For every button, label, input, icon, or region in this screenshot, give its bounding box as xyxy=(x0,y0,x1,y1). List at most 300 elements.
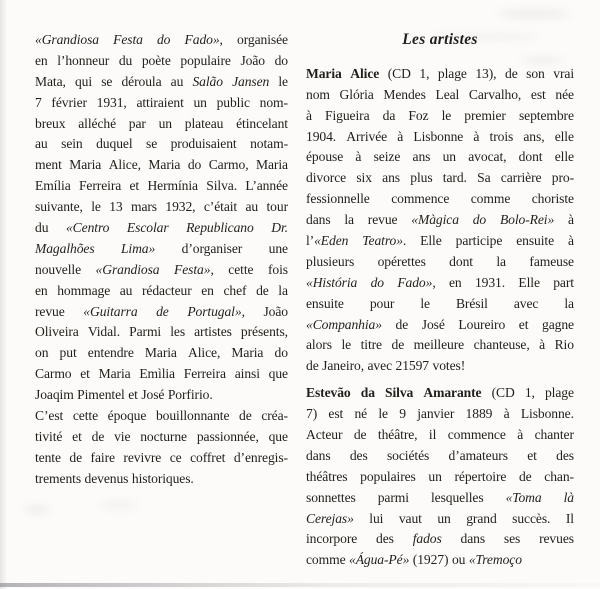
word: hommage xyxy=(57,282,111,298)
word: Estevão xyxy=(306,385,351,401)
word: se xyxy=(146,136,158,152)
word: Ferreira xyxy=(78,178,122,194)
word: Alice, xyxy=(108,157,141,173)
word: les xyxy=(170,324,186,340)
word: Elle xyxy=(518,274,540,290)
text-line xyxy=(35,322,288,343)
word: revue xyxy=(367,212,398,228)
scan-bottom-shadow xyxy=(0,583,600,587)
text-line xyxy=(306,404,574,425)
word: chan- xyxy=(544,468,574,484)
text-line xyxy=(35,281,288,302)
word: «Centro xyxy=(65,220,110,236)
word: plateau xyxy=(184,115,224,131)
word: alors xyxy=(306,337,332,353)
word: C’est xyxy=(35,408,64,424)
word: Fado», xyxy=(397,274,436,290)
word: devenus xyxy=(84,470,129,486)
word: tour xyxy=(266,199,288,215)
word: tard. xyxy=(442,170,467,186)
text-line xyxy=(306,106,574,127)
word: Glória xyxy=(339,86,374,102)
word: bouillonnante xyxy=(155,408,230,424)
word: un xyxy=(158,115,173,131)
word: de xyxy=(395,316,409,332)
word: Amarante xyxy=(423,385,482,401)
word: (CD xyxy=(491,385,515,401)
word: Arrivée xyxy=(346,128,388,144)
word: sociétés xyxy=(386,447,430,463)
word: faire xyxy=(90,449,115,465)
word: une xyxy=(268,240,288,256)
word: le xyxy=(378,406,388,422)
word: d’amateurs xyxy=(448,447,508,463)
word: ans xyxy=(382,170,400,186)
word: 1, xyxy=(524,385,535,401)
word: pro- xyxy=(551,170,574,186)
word: fessionnelle xyxy=(306,191,370,207)
word: au xyxy=(245,199,259,215)
word: Leal xyxy=(435,86,460,102)
text-line xyxy=(35,134,288,155)
word: Carvalho, xyxy=(468,86,522,102)
word: et xyxy=(527,447,537,463)
word: commence xyxy=(391,191,450,207)
word: Jansen xyxy=(232,73,270,89)
word: Ferreira xyxy=(183,366,226,382)
word: succès. xyxy=(512,510,551,526)
word: la xyxy=(278,282,288,298)
word: cette xyxy=(72,408,98,424)
word: grand xyxy=(466,510,497,526)
text-line xyxy=(306,294,574,315)
word: «História xyxy=(306,274,358,290)
text-line xyxy=(35,343,288,364)
word: nouvelle xyxy=(35,261,82,277)
text-line xyxy=(306,210,574,231)
word: elle xyxy=(554,149,574,165)
word: Porfirio. xyxy=(167,387,213,403)
word: Maria xyxy=(231,345,264,361)
word: des xyxy=(349,447,368,463)
word: revue xyxy=(35,303,65,319)
text-line xyxy=(306,85,574,106)
word: commence xyxy=(447,427,506,443)
word: est xyxy=(328,406,344,422)
word: meilleure xyxy=(413,337,465,353)
word: historiques. xyxy=(131,470,194,486)
word: à xyxy=(503,406,510,422)
word: Escolar xyxy=(126,220,169,236)
word: Salão xyxy=(192,73,223,89)
word: répertoire xyxy=(454,468,507,484)
paragraph xyxy=(35,30,288,406)
word: l’honneur xyxy=(57,52,110,68)
word: do xyxy=(370,274,384,290)
word: en xyxy=(201,282,214,298)
word: rédacteur xyxy=(141,282,192,298)
text-line xyxy=(35,302,288,323)
word: et xyxy=(518,316,529,332)
word: José xyxy=(141,387,165,403)
word: six xyxy=(356,170,372,186)
text-line xyxy=(35,239,288,260)
word: revues xyxy=(539,531,574,547)
word: plusieurs xyxy=(306,253,355,269)
text-line xyxy=(306,64,574,85)
word: José xyxy=(421,316,445,332)
text-line xyxy=(306,127,574,148)
word: Maria xyxy=(306,65,342,81)
word: la xyxy=(564,295,574,311)
text-line xyxy=(306,446,574,467)
word: «Toma xyxy=(505,489,542,505)
word: ensuite xyxy=(516,233,555,249)
word: ses xyxy=(503,531,521,547)
word: né xyxy=(354,406,368,422)
word: parmi xyxy=(377,489,409,505)
word: gagne xyxy=(542,316,574,332)
paragraph xyxy=(35,406,288,490)
word: plus xyxy=(410,170,433,186)
word: Hermínia xyxy=(147,178,198,194)
word: de xyxy=(391,337,405,353)
text-line xyxy=(306,383,574,404)
word: fois xyxy=(267,261,288,277)
word: notam- xyxy=(250,136,288,152)
word: 1904. xyxy=(306,128,337,144)
word: dans xyxy=(306,447,331,463)
text-line xyxy=(306,467,574,488)
word: Mata, xyxy=(35,73,66,89)
word: Silva xyxy=(385,385,414,401)
word: vrai xyxy=(553,65,574,81)
word: divorce xyxy=(306,170,347,186)
word: Carmo, xyxy=(208,157,249,173)
word: 13 xyxy=(109,199,123,215)
word: janvier xyxy=(417,406,455,422)
word: da xyxy=(382,107,396,123)
text-line xyxy=(306,356,574,377)
word: comme xyxy=(306,552,346,568)
word: à xyxy=(355,149,362,165)
word: de xyxy=(239,408,252,424)
word: vaut xyxy=(398,510,422,526)
word: de xyxy=(91,428,105,444)
word: Emìlia xyxy=(139,366,175,382)
word: c’était xyxy=(203,199,238,215)
word: Joaqim xyxy=(35,387,74,403)
word: 1931. xyxy=(474,274,506,290)
word: Festa xyxy=(113,32,143,47)
word: Dr. xyxy=(271,220,288,236)
word: dont xyxy=(449,253,473,269)
text-line xyxy=(35,469,288,490)
word: do xyxy=(156,32,171,47)
word: populaires xyxy=(360,468,416,484)
word: des xyxy=(376,531,394,547)
word: ainsi xyxy=(234,366,260,382)
word: un xyxy=(437,510,451,526)
text-line xyxy=(306,231,574,252)
word: la xyxy=(496,253,506,269)
word: (1927) xyxy=(412,552,449,568)
scan-smudge xyxy=(98,500,138,510)
word: chanteuse, xyxy=(473,337,530,353)
text-line xyxy=(35,197,288,218)
word: Foz xyxy=(408,107,429,123)
word: théâtre, xyxy=(377,427,418,443)
word: de xyxy=(256,282,269,298)
word: le xyxy=(420,295,430,311)
word: d’organiser xyxy=(181,240,243,256)
word: L’année xyxy=(245,178,288,194)
word: Elle xyxy=(420,233,442,249)
word: trements xyxy=(35,470,82,486)
word: Lisbonne. xyxy=(520,406,574,422)
word: en xyxy=(35,282,48,298)
word: dans xyxy=(460,531,486,547)
word: «Companhia» xyxy=(306,316,382,332)
text-line xyxy=(35,364,288,385)
word: Sa xyxy=(477,170,491,186)
word: à xyxy=(306,107,312,123)
word: Janeiro, xyxy=(322,358,364,374)
word: tivité xyxy=(35,428,63,444)
word: est xyxy=(530,86,546,102)
scan-smudge xyxy=(24,505,50,514)
word: Figueira xyxy=(325,107,370,123)
word: premier xyxy=(464,107,506,123)
word: elle xyxy=(554,128,574,144)
word: Alice xyxy=(350,65,380,81)
word: et xyxy=(129,178,140,194)
word: Loureiro xyxy=(458,316,506,332)
word: Lisbonne xyxy=(413,128,464,144)
word: à xyxy=(568,233,574,249)
word: do xyxy=(472,212,487,228)
word: populaire xyxy=(180,52,231,68)
word: Maria xyxy=(69,157,102,173)
word: sein xyxy=(61,136,83,152)
scan-smudge xyxy=(498,8,570,20)
word: 1, xyxy=(419,65,430,81)
word: de xyxy=(518,468,532,484)
word: époque xyxy=(107,408,147,424)
word: 13), xyxy=(475,65,497,81)
word: alléché xyxy=(78,115,117,131)
word: put xyxy=(59,345,77,361)
word: revivre xyxy=(123,449,162,465)
word: Silva. xyxy=(206,178,238,194)
word: déroula xyxy=(121,73,162,89)
word: «Tremoço xyxy=(468,552,522,568)
word: son xyxy=(526,65,545,81)
word: suivante, xyxy=(35,199,83,215)
word: chanter xyxy=(534,427,574,443)
word: Rio xyxy=(554,337,574,353)
word: Fado», xyxy=(184,32,223,47)
word: breux xyxy=(35,115,66,131)
word: trois xyxy=(489,128,514,144)
word: João xyxy=(263,303,288,319)
word: au xyxy=(35,136,48,152)
word: «Água-Pé» xyxy=(349,552,410,568)
word: étincelant xyxy=(236,115,288,131)
word: artistes xyxy=(194,324,232,340)
word: février xyxy=(51,94,87,110)
word: née xyxy=(555,86,574,102)
word: nocturne xyxy=(140,428,187,444)
word: 21597 xyxy=(395,358,429,374)
word: incorpore xyxy=(306,531,358,547)
word: votes! xyxy=(432,358,466,374)
word: ans, xyxy=(523,128,545,144)
word: avocat, xyxy=(468,149,507,165)
word: Parmi xyxy=(129,324,162,340)
word: produisaient xyxy=(170,136,237,152)
text-line xyxy=(35,51,288,72)
text-line xyxy=(35,93,288,114)
word: en xyxy=(448,274,462,290)
word: à xyxy=(473,128,480,144)
word: théâtres xyxy=(306,468,348,484)
word: et xyxy=(128,387,138,403)
word: en xyxy=(35,52,48,68)
word: carrière xyxy=(500,170,542,186)
word: seize xyxy=(373,149,401,165)
word: 9 xyxy=(399,406,406,422)
text-line xyxy=(306,189,574,210)
word: organisée xyxy=(237,32,288,47)
word: ce xyxy=(169,449,182,465)
word: avec xyxy=(513,295,539,311)
word: Teatro». xyxy=(362,233,407,249)
word: Carmo xyxy=(35,366,72,382)
word: qui xyxy=(74,73,93,89)
word: (CD xyxy=(387,65,411,81)
word: nom xyxy=(306,86,330,102)
word: ou xyxy=(451,552,466,568)
word: Mendes xyxy=(383,86,426,102)
word: et xyxy=(72,428,82,444)
word: part xyxy=(553,274,574,290)
text-line xyxy=(306,488,574,509)
text-line xyxy=(306,147,574,168)
text-line xyxy=(35,427,288,448)
word: que xyxy=(268,366,288,382)
word: pour xyxy=(369,295,395,311)
word: du xyxy=(35,220,49,236)
word: Festa», xyxy=(174,261,214,277)
word: titre xyxy=(360,337,382,353)
word: de xyxy=(306,358,319,374)
word: à xyxy=(397,128,404,144)
word: da xyxy=(360,385,375,401)
right-column xyxy=(306,30,574,571)
text-line xyxy=(35,218,288,239)
word: dont xyxy=(518,149,543,165)
text-line xyxy=(306,335,574,356)
word: lui xyxy=(369,510,384,526)
word: João xyxy=(240,52,265,68)
word: fados xyxy=(412,531,442,547)
paragraph xyxy=(306,383,574,571)
word: par xyxy=(128,115,146,131)
word: 7) xyxy=(306,406,318,422)
word: do xyxy=(274,345,288,361)
word: Alice, xyxy=(188,345,221,361)
word: «Grandiosa xyxy=(95,261,160,277)
word: Oliveira xyxy=(35,324,79,340)
word: comme xyxy=(470,191,511,207)
word: «Màgica xyxy=(411,212,459,228)
text-line xyxy=(306,273,574,294)
word: ensuite xyxy=(306,295,344,311)
word: un xyxy=(428,468,442,484)
word: cette xyxy=(228,261,254,277)
word: Cerejas» xyxy=(306,510,354,526)
word: Republicano xyxy=(186,220,254,236)
word: Acteur xyxy=(306,427,343,443)
text-line xyxy=(306,509,574,530)
text-line xyxy=(35,448,288,469)
word: attiraient xyxy=(136,94,184,110)
word: chef xyxy=(223,282,247,298)
word: de xyxy=(505,65,518,81)
word: Pimentel xyxy=(77,387,125,403)
text-line xyxy=(35,260,288,281)
word: le xyxy=(341,337,352,353)
right-column-text xyxy=(306,64,574,571)
left-column xyxy=(35,30,288,490)
word: tente xyxy=(35,449,61,465)
word: se xyxy=(101,73,113,89)
word: avec xyxy=(367,358,392,374)
paragraph xyxy=(306,64,574,377)
word: le xyxy=(278,73,288,89)
text-line xyxy=(306,425,574,446)
word: Brésil xyxy=(455,295,488,311)
word: mars xyxy=(130,199,157,215)
word: fameuse xyxy=(529,253,574,269)
word: passionnée, xyxy=(196,428,259,444)
word: de xyxy=(69,449,83,465)
word: sonnettes xyxy=(306,489,356,505)
word: là xyxy=(563,489,574,505)
word: entendre xyxy=(87,345,134,361)
word: do xyxy=(274,52,288,68)
word: do xyxy=(187,157,202,173)
word: l’«Eden xyxy=(306,233,349,249)
word: épouse xyxy=(306,149,344,165)
text-line xyxy=(35,155,288,176)
word: Maria xyxy=(144,345,177,361)
word: au xyxy=(119,282,133,298)
text-line xyxy=(35,30,288,51)
word: Vidal. xyxy=(87,324,121,340)
word: duquel xyxy=(96,136,133,152)
word: Emília xyxy=(35,178,71,194)
word: ment xyxy=(35,157,62,173)
word: à xyxy=(539,337,546,353)
word: participe xyxy=(455,233,503,249)
word: 1889 xyxy=(465,406,493,422)
word: créa- xyxy=(261,408,288,424)
text-line xyxy=(35,406,288,427)
word: lesquelles xyxy=(430,489,484,505)
word: la xyxy=(344,212,354,228)
